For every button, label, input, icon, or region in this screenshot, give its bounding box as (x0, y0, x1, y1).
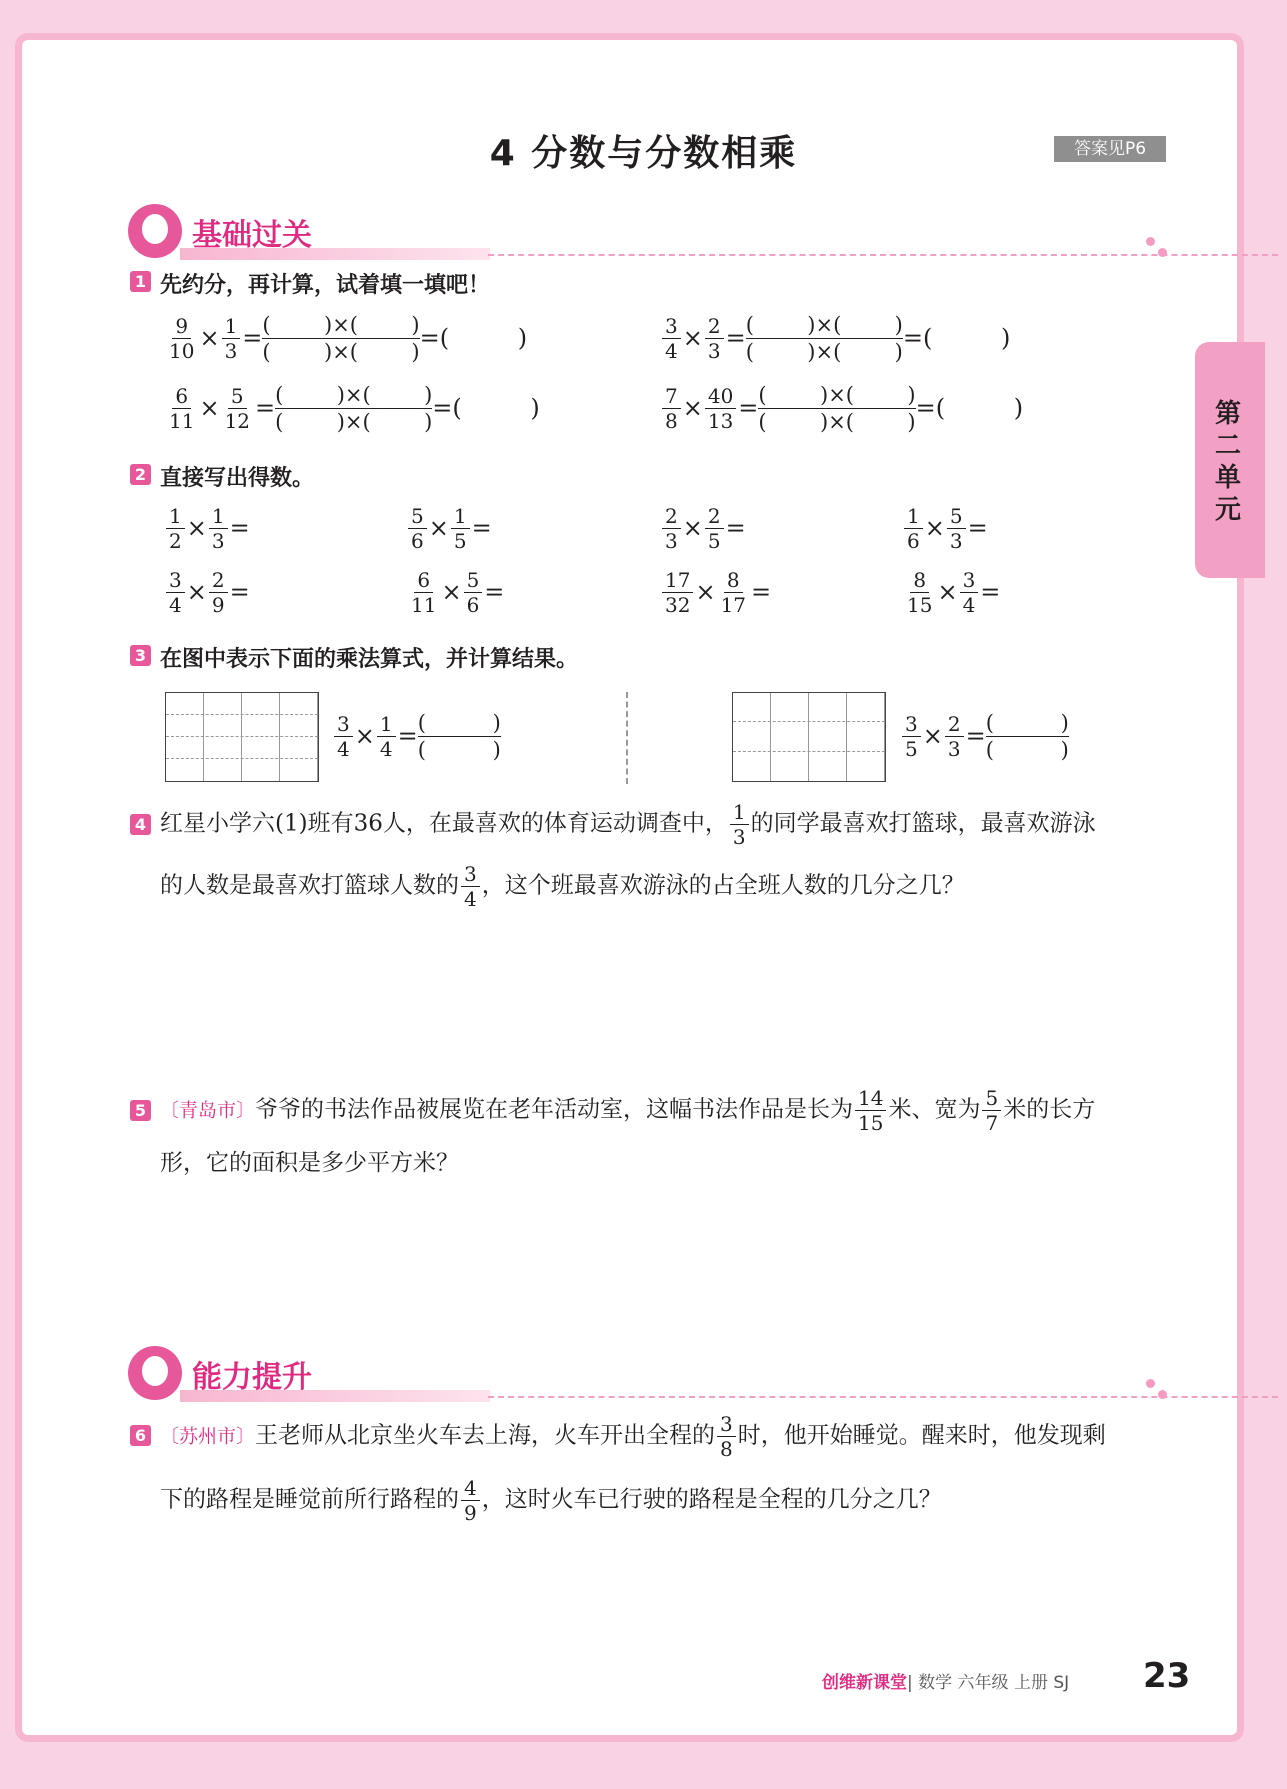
dot-decoration (1146, 237, 1155, 246)
section-basic-header (128, 204, 1168, 264)
q2-item: $\frac{17}{32}$ × $\frac{8}{17}$ = (660, 564, 771, 620)
source-tag: 〔青岛市〕 (160, 1099, 256, 1122)
q2-item: $\frac{3}{4}$ × $\frac{2}{9}$ = (164, 564, 250, 620)
question-number: 5 (130, 1100, 151, 1121)
unit-tab-label: 第二单元 (1214, 399, 1241, 525)
answer-reference: 答案见P6 (1054, 136, 1166, 162)
question-text: 红星小学六(1)班有36人，在最喜欢的体育运动调查中， $\frac{1}{3}$ 的同学最喜欢打篮球，最喜欢游泳 (160, 800, 1096, 849)
fraction: $\frac{2}{9}$ (209, 568, 228, 617)
mascot-icon (128, 204, 182, 258)
fraction: $\frac{4}{9}$ (461, 1476, 480, 1525)
source-tag: 〔苏州市〕 (160, 1425, 256, 1448)
fraction: $\frac{5}{6}$ (464, 568, 483, 617)
answer-blank[interactable]: ( ) ( ) (985, 710, 1069, 762)
answer-blank[interactable]: ( )×( ) ( )×( ) (275, 382, 433, 434)
fraction: $\frac{1}{3}$ (730, 800, 749, 849)
question-number: 3 (130, 645, 151, 666)
question-text: 的人数是最喜欢打篮球人数的 $\frac{3}{4}$ ，这个班最喜欢游泳的占全班人数的几分之几？ (160, 862, 965, 911)
fraction: $\frac{5}{3}$ (947, 504, 966, 553)
answer-blank[interactable]: =( ) (915, 394, 1024, 422)
question-number: 6 (130, 1425, 151, 1446)
fraction: $\frac{1}{4}$ (377, 712, 396, 761)
fraction: $\frac{2}{3}$ (705, 314, 724, 363)
q2-item: $\frac{1}{2}$ × $\frac{1}{3}$ = (164, 500, 250, 556)
question-number: 2 (130, 464, 151, 485)
fraction: $\frac{1}{5}$ (451, 504, 470, 553)
fraction: $\frac{7}{8}$ (662, 384, 681, 433)
fraction: $\frac{9}{10}$ (169, 313, 195, 363)
answer-blank[interactable]: =( ) (902, 324, 1011, 352)
divider (626, 692, 628, 784)
fraction: $\frac{2}{5}$ (705, 504, 724, 553)
answer-blank[interactable]: =( ) (432, 394, 540, 422)
q2-item: $\frac{8}{15}$ × $\frac{3}{4}$ = (902, 564, 1000, 620)
mascot-icon (128, 1346, 182, 1400)
fraction: $\frac{8}{17}$ (720, 567, 747, 617)
q2-item: $\frac{1}{6}$ × $\frac{5}{3}$ = (902, 500, 988, 556)
q3-item-1: $\frac{3}{4}$ × $\frac{1}{4}$ = ( ) ( ) (332, 708, 501, 764)
q2-item: $\frac{5}{6}$ × $\frac{1}{5}$ = (406, 500, 492, 556)
footer-info: | 数学 六年级 上册 SJ (907, 1673, 1070, 1693)
answer-blank[interactable]: ( )×( ) ( )×( ) (262, 312, 420, 364)
q1-item-2: $\frac{3}{4}$ × $\frac{2}{3}$ = ( )×( ) ( )×( ) =( ) (660, 310, 1010, 366)
question-text: 直接写出得数。 (160, 466, 315, 491)
question-text: 下的路程是睡觉前所行路程的 $\frac{4}{9}$ ，这时火车已行驶的路程是全程的几分之几？ (160, 1476, 942, 1525)
fraction: $\frac{3}{4}$ (166, 568, 185, 617)
footer (822, 1668, 1069, 1693)
answer-blank[interactable]: =( ) (419, 324, 528, 352)
fraction: $\frac{2}{3}$ (945, 712, 964, 761)
fraction: $\frac{1}{2}$ (166, 504, 185, 553)
q1-item-4: $\frac{7}{8}$ × $\frac{40}{13}$ = ( )×( ) ( )×( ) =( ) (660, 380, 1023, 436)
question-text: 〔青岛市〕爷爷的书法作品被展览在老年活动室，这幅书法作品是长为 $\frac{14}{15}$ 米、宽为 $\frac{5}{7}$ 米的长方 (160, 1086, 1096, 1135)
q1-item-1: $\frac{9}{10}$ × $\frac{1}{3}$ = ( )×( ) ( )×( ) =( ) (164, 310, 527, 366)
fraction: $\frac{2}{3}$ (662, 504, 681, 553)
section-basic-title: 基础过关 (192, 218, 312, 253)
answer-blank[interactable]: ( )×( ) ( )×( ) (745, 312, 903, 364)
fraction: $\frac{40}{13}$ (705, 384, 736, 433)
question-text: 先约分，再计算，试着填一填吧！ (160, 273, 491, 298)
footer-brand: 创维新课堂 (822, 1673, 907, 1693)
dot-decoration (1158, 1390, 1167, 1399)
dot-decoration (1146, 1379, 1155, 1388)
fraction: $\frac{3}{8}$ (717, 1412, 736, 1461)
fraction: $\frac{3}{4}$ (461, 862, 480, 911)
fraction: $\frac{1}{3}$ (209, 504, 228, 553)
answer-blank[interactable]: ( ) ( ) (417, 710, 501, 762)
question-text: 〔苏州市〕王老师从北京坐火车去上海，火车开出全程的 $\frac{3}{8}$ 时，他开始睡觉。醒来时，他发现剩 (160, 1412, 1106, 1461)
question-text: 在图中表示下面的乘法算式，并计算结果。 (160, 647, 579, 672)
page-number: 23 (1143, 1656, 1191, 1696)
fraction: $\frac{8}{15}$ (907, 567, 933, 617)
section-advanced-title: 能力提升 (192, 1360, 312, 1395)
question-number: 4 (130, 814, 151, 835)
q3-item-2: $\frac{3}{5}$ × $\frac{2}{3}$ = ( ) ( ) (900, 708, 1069, 764)
q2-item: $\frac{6}{11}$ × $\frac{5}{6}$ = (406, 564, 504, 620)
drawing-grid[interactable] (732, 692, 886, 782)
fraction: $\frac{5}{7}$ (982, 1086, 1001, 1135)
drawing-grid[interactable] (165, 692, 319, 782)
unit-tab (1195, 342, 1265, 578)
answer-blank[interactable]: ( )×( ) ( )×( ) (758, 382, 916, 434)
fraction: $\frac{3}{4}$ (960, 568, 979, 617)
fraction: $\frac{6}{11}$ (411, 567, 437, 617)
fraction: $\frac{14}{15}$ (855, 1086, 886, 1135)
question-number: 1 (130, 271, 151, 292)
fraction: $\frac{5}{12}$ (224, 383, 251, 433)
fraction: $\frac{3}{5}$ (902, 712, 921, 761)
fraction: $\frac{6}{11}$ (169, 383, 195, 433)
dot-decoration (1158, 248, 1167, 257)
fraction: $\frac{1}{6}$ (904, 504, 923, 553)
fraction: $\frac{1}{3}$ (222, 314, 241, 363)
fraction: $\frac{17}{32}$ (662, 568, 693, 617)
fraction: $\frac{3}{4}$ (662, 314, 681, 363)
q2-item: $\frac{2}{3}$ × $\frac{2}{5}$ = (660, 500, 746, 556)
fraction: $\frac{5}{6}$ (408, 504, 427, 553)
fraction: $\frac{3}{4}$ (334, 712, 353, 761)
question-text: 形，它的面积是多少平方米？ (160, 1150, 459, 1176)
q1-item-3: $\frac{6}{11}$ × $\frac{5}{12}$ = ( )×( ) ( )×( ) =( ) (164, 380, 540, 436)
section-advanced-header (128, 1346, 1168, 1406)
lesson-title: 4 分数与分数相乘 (489, 133, 798, 174)
